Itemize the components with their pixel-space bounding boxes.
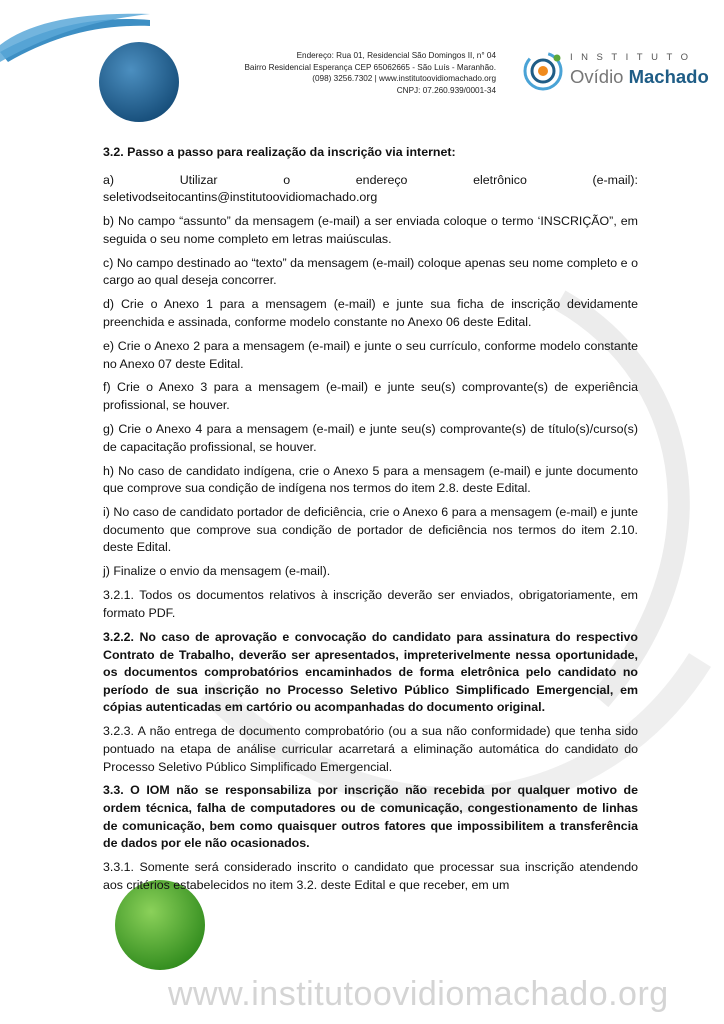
- body-paragraph: i) No caso de candidato portador de deficiência, crie o Anexo 6 para a mensagem (e-mail) e junte documento que comprove sua condição de portador de deficiência nos termos do item 2.10. deste Edital.: [103, 505, 638, 555]
- item-a: [103, 172, 638, 207]
- body-paragraph: 3.2.3. A não entrega de documento comprobatório (ou a sua não conformidade) que tenha sido pontuado na etapa de análise curricular acarretará a eliminação automática do candidato do Processo Seletivo Público Simplificado Emergencial.: [103, 724, 638, 774]
- body-paragraph: c) No campo destinado ao “texto” da mensagem (e-mail) coloque apenas seu nome completo e o cargo ao qual deseja concorrer.: [103, 255, 638, 288]
- logo-word-machado: Machado: [628, 66, 709, 87]
- address-line: CNPJ: 07.260.939/0001-34: [396, 85, 496, 95]
- paragraph-list: [103, 213, 638, 894]
- body-paragraph: 3.3. O IOM não se responsabiliza por inscrição não recebida por qualquer motivo de ordem técnica, falha de computadores ou de comunicação, congestionamento de linhas de comunicação, bem como quaisquer outros fatores que impossibilitem a transferência de dados por ele não ocasionados.: [103, 783, 638, 851]
- body-paragraph: 3.2.2. No caso de aprovação e convocação do candidato para assinatura do respectivo Contrato de Trabalho, deverão ser apresentados, impreterivelmente nessa oportunidade, os documentos comprobatórios encaminhados de forma eletrônica pelo candidato no período de sua inscrição no Processo Seletivo Público Simplificado Emergencial, em cópias autenticadas em cartório ou acompanhadas do documento original.: [103, 629, 638, 715]
- item-a-part: o: [283, 172, 291, 187]
- institute-logo: [520, 46, 710, 96]
- body-paragraph: d) Crie o Anexo 1 para a mensagem (e-mail) e junte sua ficha de inscrição devidamente preenchida e assinada, conforme modelo constante no Anexo 06 deste Edital.: [103, 297, 638, 329]
- address-line: (098) 3256.7302 | www.institutoovidiomachado.org: [312, 74, 496, 84]
- header-address-block: [166, 50, 496, 96]
- logo-word-ovidio: Ovídio: [570, 66, 624, 87]
- body-paragraph: 3.2.1. Todos os documentos relativos à inscrição deverão ser enviados, obrigatoriamente, em formato PDF.: [103, 588, 638, 620]
- body-paragraph: 3.3.1. Somente será considerado inscrito o candidato que processar sua inscrição atendendo aos critérios estabelecidos no item 3.2. deste Edital e que receber, em um: [103, 860, 638, 892]
- logo-title-top: INSTITUTO: [570, 52, 697, 63]
- body-paragraph: j) Finalize o envio da mensagem (e-mail).: [103, 564, 331, 579]
- body-paragraph: g) Crie o Anexo 4 para a mensagem (e-mail) e junte seu(s) comprovante(s) de título(s)/curso(s) de capacitação profissional, se houver.: [103, 422, 638, 454]
- body-paragraph: e) Crie o Anexo 2 para a mensagem (e-mail) e junte o seu currículo, conforme modelo constante no Anexo 07 deste Edital.: [103, 338, 638, 371]
- address-line: Bairro Residencial Esperança CEP 65062665 - São Luís - Maranhão.: [244, 62, 496, 72]
- logo-title-bottom: [570, 66, 709, 88]
- body-paragraph: b) No campo “assunto” da mensagem (e-mail) a ser enviada coloque o termo ‘INSCRIÇÃO”, em seguida o seu nome completo em letras maiúsculas.: [103, 214, 638, 246]
- address-line: Endereço: Rua 01, Residencial São Domingos II, n° 04: [296, 51, 496, 60]
- item-a-part: a): [103, 172, 115, 187]
- item-a-part: Utilizar: [179, 172, 218, 187]
- body-paragraph: f) Crie o Anexo 3 para a mensagem (e-mail) e junte seu(s) comprovante(s) de experiência profissional, se houver.: [103, 380, 638, 413]
- footer-website-url: www.institutoovidiomachado.org: [168, 975, 669, 1013]
- section-heading: 3.2. Passo a passo para realização da inscrição via internet:: [103, 145, 456, 159]
- document-body: [103, 144, 638, 901]
- item-a-email: seletivodseitocantins@institutoovidiomachado.org: [103, 190, 378, 205]
- logo-emblem-icon: [520, 48, 566, 94]
- item-a-part: (e-mail):: [592, 172, 638, 187]
- item-a-part: eletrônico: [473, 172, 527, 187]
- item-a-line: [103, 172, 638, 190]
- body-paragraph: h) No caso de candidato indígena, crie o Anexo 5 para a mensagem (e-mail) e junte documento que comprove sua condição de indígena nos termos do item 2.8. deste Edital.: [103, 463, 638, 496]
- item-a-part: endereço: [355, 172, 408, 187]
